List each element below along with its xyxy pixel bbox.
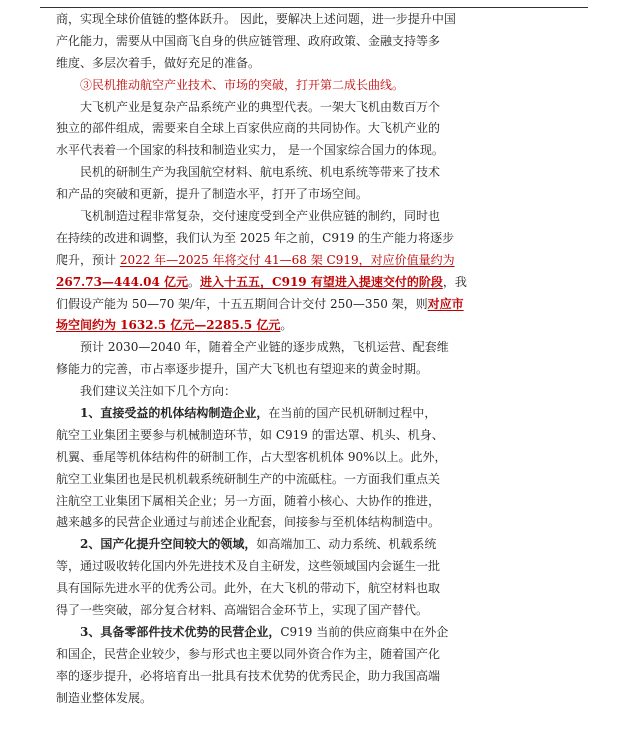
text-line [56,184,604,206]
text-segment: C919 当前的供应商集中在外企 [280,624,449,639]
text-line [56,512,604,534]
text-segment: 水平代表着一个国家的科技和制造业实力， 是一个国家综合国力的体现。 [56,143,444,158]
text-segment: 航空工业集团也是民机机载系统研制生产的中流砥柱。一方面我们重点关 [56,471,441,486]
text-segment: 们假设产能为 50—70 架/年，十五五期间合计交付 250—350 架，则 [56,296,428,311]
text-line [56,97,604,119]
text-line [56,491,604,513]
text-line [56,600,604,622]
header-rule [40,7,588,8]
text-line [56,250,604,272]
text-line [56,622,604,644]
text-line [56,31,604,53]
text-segment: 越来越多的民营企业通过与前述企业配套，间接参与至机体结构制造中。 [56,515,441,530]
text-line [56,447,604,469]
text-segment: 注航空工业集团下属相关企业；另一方面，随着小核心、大协作的推进， [56,493,441,508]
text-segment: 独立的部件组成，需要来自全球上百家供应商的共同协作。大飞机产业的 [56,121,441,136]
text-line [56,688,604,710]
text-segment: 1、直接受益的机体结构制造企业， [80,406,269,421]
text-segment: 飞机制造过程非常复杂，交付速度受到全产业供应链的制约，同时也 [80,209,441,224]
highlighted-text: 进入十五五，C919 有望进入提速交付的阶段 [200,274,443,289]
text-segment: 爬升，预计 [56,252,120,267]
text-segment: 和国企，民营企业较少，参与形式也主要以同外资合作为主，随着国产化 [56,646,441,661]
text-line [56,403,604,425]
text-segment: 得了一些突破，部分复合材料、高端铝合金环节上，实现了国产替代。 [56,603,429,618]
text-line [56,644,604,666]
text-line [56,425,604,447]
text-segment: 产化能力，需要从中国商飞自身的供应链管理、政府政策、金融支持等多 [56,33,441,48]
text-segment: 修能力的完善，市占率逐步提升，国产大飞机也有望迎来的黄金时期。 [56,362,429,377]
text-line [56,272,604,294]
text-segment: 在持续的改进和调整，我们认为至 2025 年之前，C919 的生产能力将逐步 [56,230,455,245]
text-segment: 商，实现全球价值链的整体跃升。 因此，要解决上述问题，进一步提升中国 [56,12,456,26]
text-segment: 民机的研制生产为我国航空材料、航电系统、机电系统等带来了技术 [80,165,441,180]
text-segment: 维度、多层次着手，做好充足的准备。 [56,55,261,70]
text-line [56,556,604,578]
text-segment: 等，通过吸收转化国内外先进技术及自主研发，这些领域国内会诞生一批 [56,559,441,574]
text-line [56,578,604,600]
text-segment: 预计 2030—2040 年，随着全产业链的逐步成熟，飞机运营、配套维 [80,340,449,355]
text-line [56,140,604,162]
text-segment: 2、国产化提升空间较大的领域， [80,537,257,552]
text-line [56,315,604,337]
text-segment: 大飞机产业是复杂产品系统产业的典型代表。一架大飞机由数百万个 [80,99,441,114]
highlighted-text: 267.73—444.04 亿元 [56,274,189,289]
text-segment: 3、具备零部件技术优势的民营企业， [80,624,281,639]
text-segment: 制造业整体发展。 [56,690,153,705]
text-line [56,359,604,381]
text-segment: 。 [188,274,201,289]
text-line [56,294,604,316]
text-segment: 我们建议关注如下几个方向： [80,384,237,399]
text-line [56,162,604,184]
text-line [56,337,604,359]
text-segment: 和产品的突破和更新，提升了制造水平，打开了市场空间。 [56,187,369,202]
text-line [56,469,604,491]
text-segment: ，我 [442,274,467,289]
text-segment: 具有国际先进水平的优秀公司。此外，在大飞机的带动下，航空材料也取 [56,581,441,596]
text-segment: 机翼、垂尾等机体结构件的研制工作，占大型客机机体 90%以上。此外， [56,449,447,464]
text-line [56,534,604,556]
text-line [56,206,604,228]
text-line [56,381,604,403]
highlighted-text: 对应市 [427,296,464,311]
text-segment: 在当前的国产民机研制过程中， [268,406,437,421]
text-line [56,118,604,140]
highlighted-text: 2022 年—2025 年将交付 41—68 架 C919，对应价值量约为 [119,252,455,267]
text-line [56,228,604,250]
text-line [56,75,604,97]
text-segment: 航空工业集团主要参与机械制造环节，如 C919 的雷达罩、机头、机身、 [56,427,444,442]
highlighted-text: 场空间约为 1632.5 亿元—2285.5 亿元 [56,318,281,333]
text-line [56,666,604,688]
text-segment: 。 [280,318,293,333]
text-segment: 如高端加工、动力系统、机载系统 [256,537,437,552]
text-line [56,9,604,31]
highlighted-text: ③民机推动航空产业技术、市场的突破，打开第二成长曲线。 [80,77,405,92]
text-segment: 率的逐步提升，必将培育出一批具有技术优势的优秀民企，助力我国高端 [56,668,441,683]
document-body [56,9,604,710]
text-line [56,53,604,75]
